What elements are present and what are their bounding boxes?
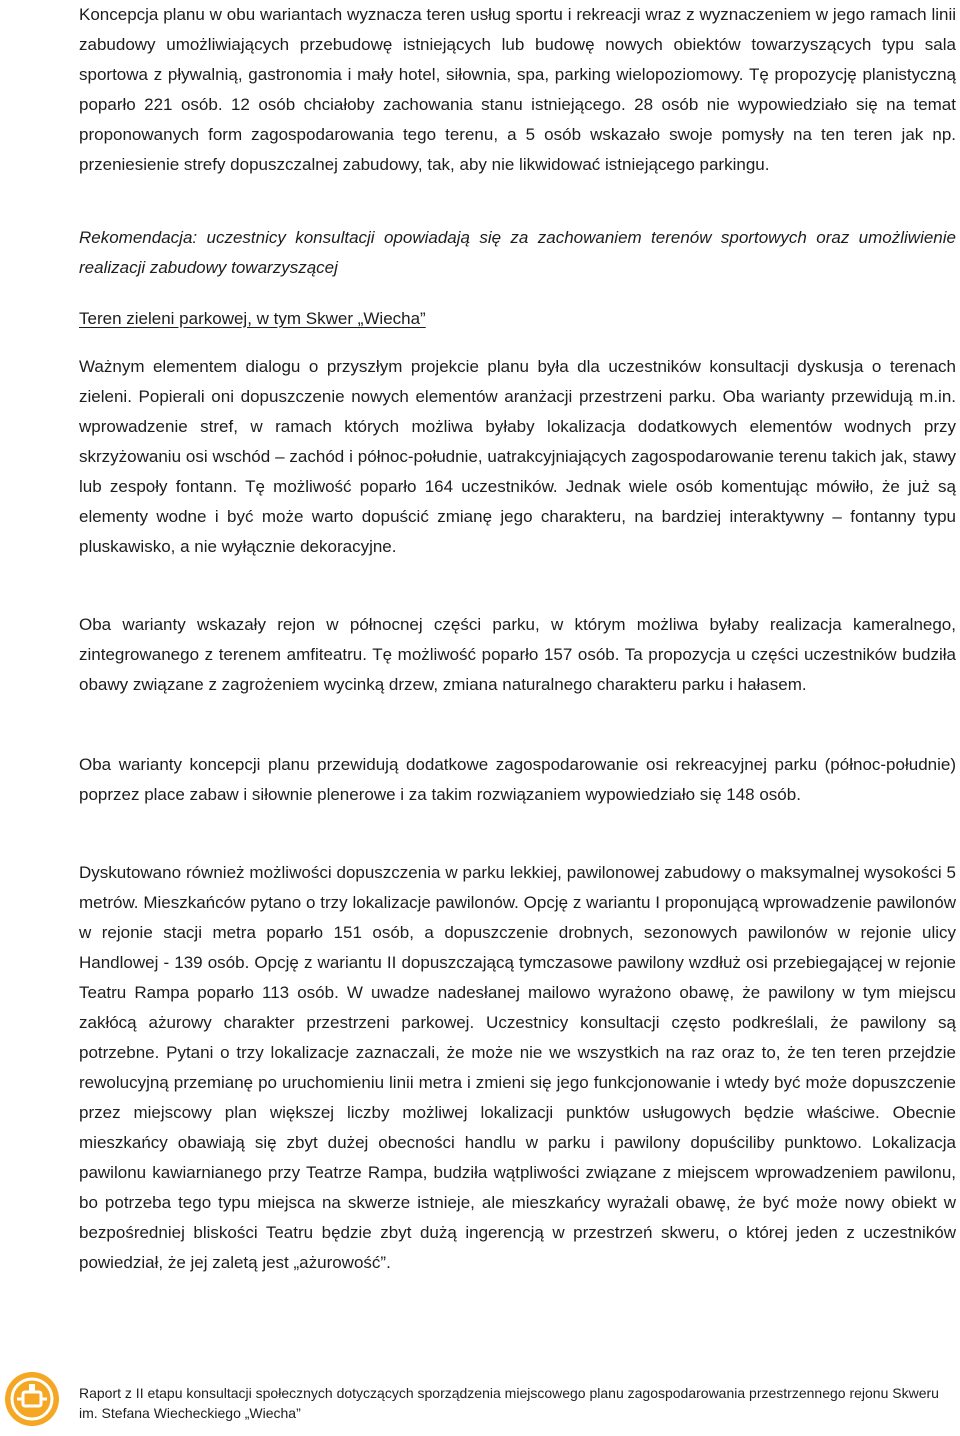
paragraph-pavilions: Dyskutowano również możliwości dopuszczenia w parku lekkiej, pawilonowej zabudowy o maksymalnej wysokości 5 metrów. Mieszkańców pytano o trzy lokalizacje pawilonów. Opcję z wariantu I proponującą wprowadzenie pawilonów w rejonie stacji metra poparło 151 osób, a dopuszczenie drobnych, sezonowych pawilonów w rejonie ulicy Handlowej - 139 osób. Opcję z wariantu II dopuszczającą tymczasowe pawilony wzdłuż osi przebiegającej w rejonie Teatru Rampa poparło 113 osób. W uwadze nadesłanej mailowo wyrażono obawę, że pawilony w tym miejscu zakłócą ażurowy charakter przestrzeni parkowej. Uczestnicy konsultacji często podkreślali, że pawilony są potrzebne. Pytani o trzy lokalizacje zaznaczali, że może nie we wszystkich na raz oraz to, że ten teren przejdzie rewolucyjną przemianę po uruchomieniu linii metra i zmieni się jego funkcjonowanie i wtedy być może dopuszczenie przez miejscowy plan większej liczby możliwej lokalizacji punktów usługowych będzie właściwe. Obecnie mieszkańcy obawiają się zbyt dużej obecności handlu w parku i pawilony dopuściliby punktowo. Lokalizacja pawilonu kawiarnianego przy Teatrze Rampa, budziła wątpliwości związane z miejscem wprowadzeniem pawilonu, bo potrzeba tego typu miejsca na skwerze istnieje, ale mieszkańcy wyrażali obawę, że być może nowy obiekt w bezpośredniej bliskości Teatru będzie zbyt dużą ingerencją w przestrzeń skweru, o której jeden z uczestników powiedział, że jej zaletą jest „ażurowość”. <box>79 863 956 1272</box>
paragraph-green-areas: Ważnym elementem dialogu o przyszłym projekcie planu była dla uczestników konsultacji dyskusja o terenach zieleni. Popierali oni dopuszczenie nowych elementów aranżacji przestrzeni parku. Oba warianty przewidują m.in. wprowadzenie stref, w ramach których możliwa byłaby lokalizacja dodatkowych elementów wodnych przy skrzyżowaniu osi wschód – zachód i północ-południe, uatrakcyjniających zagospodarowanie terenu takich jak, stawy lub zespoły fontann. Tę możliwość poparło 164 uczestników. Jednak wiele osób komentując mówiło, że już są elementy wodne i być może warto dopuścić zmianę jego charakteru, na bardziej interaktywny – fontanny typu pluskawisko, a nie wyłącznie dekoracyjne. <box>79 357 956 556</box>
section-heading-green-areas: Teren zieleni parkowej, w tym Skwer „Wiecha” <box>79 309 426 328</box>
page-footer <box>0 1370 960 1436</box>
paragraph-amphitheatre: Oba warianty wskazały rejon w północnej części parku, w którym możliwa byłaby realizacja kameralnego, zintegrowanego z terenem amfiteatru. Tę możliwość poparło 157 osób. Ta propozycja u części uczestników budziła obawy związane z zagrożeniem wycinką drzew, zmiana naturalnego charakteru parku i hałasem. <box>79 615 956 694</box>
city-logo-icon <box>3 1370 61 1428</box>
recommendation-paragraph: Rekomendacja: uczestnicy konsultacji opowiadają się za zachowaniem terenów sportowych oraz umożliwienie realizacji zabudowy towarzyszącej <box>79 228 956 277</box>
paragraph-sport-recreation: Koncepcja planu w obu wariantach wyznacza teren usług sportu i rekreacji wraz z wyznaczeniem w jego ramach linii zabudowy umożliwiających przebudowę istniejących lub budowę nowych obiektów towarzyszących typu sala sportowa z pływalnią, gastronomia i mały hotel, siłownia, spa, parking wielopoziomowy. Tę propozycję planistyczną poparło 221 osób. 12 osób chciałoby zachowania stanu istniejącego. 28 osób nie wypowiedziało się na temat proponowanych form zagospodarowania tego terenu, a 5 osób wskazało swoje pomysły na ten teren jak np. przeniesienie strefy dopuszczalnej zabudowy, tak, aby nie likwidować istniejącego parkingu. <box>79 5 956 174</box>
footer-report-title: Raport z II etapu konsultacji społecznych dotyczących sporządzenia miejscowego planu zagospodarowania przestrzennego rejonu Skweru im. Stefana Wiecheckiego „Wiecha” <box>79 1385 939 1421</box>
paragraph-recreation-axis: Oba warianty koncepcji planu przewidują dodatkowe zagospodarowanie osi rekreacyjnej parku (północ-południe) poprzez place zabaw i siłownie plenerowe i za takim rozwiązaniem wypowiedziało się 148 osób. <box>79 755 956 804</box>
